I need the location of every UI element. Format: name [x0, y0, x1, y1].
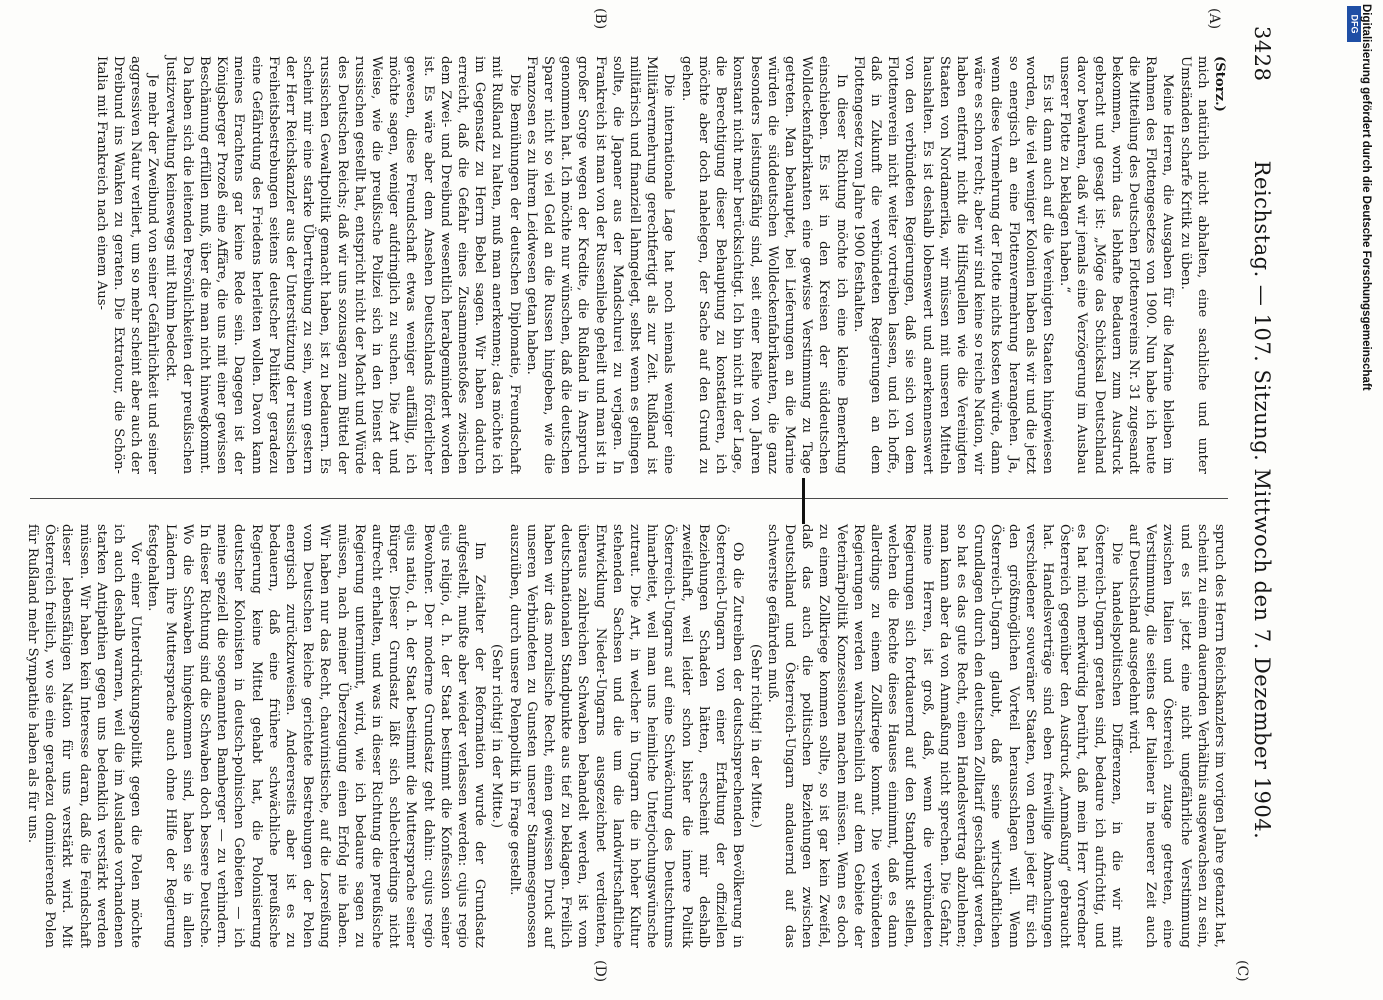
- paragraph: spruch des Herrn Reichskanzlers im vorigen Jahre getanzt hat, scheint zu einem dauernden Verhältnis ausgewachsen zu sein, und es ist jetzt eine nicht ungefährliche Verstimmung zwischen Italien und Österreich zutage getreten, eine Verstimmung, die seitens der Italiener in neuerer Zeit auch auf Deutschland ausgedehnt wird.: [1125, 524, 1227, 948]
- speaker-label: (Storz.): [1212, 56, 1227, 112]
- paragraph: Die handelspolitischen Differenzen, in die wir mit Österreich-Ungarn geraten sind, bedaure ich aufrichtig, und es hat mich merkwürdig berührt, daß mein Herr Vorredner Österreich gegenüber den Ausdruck „Anmaßung“ gebraucht hat. Handelsverträge sind eben freiwillige Abmachungen verschiedener souveräner Staaten, von denen jeder für sich den größtmöglichen Vorteil herausschlagen will. Wenn Österreich-Ungarn glaubt, daß seine wirtschaftlichen Grundlagen durch den deutschen Zolltarif geschädigt werden, so hat es das gute Recht, einen Handelsvertrag abzulehnen; man kann aber da von Anmaßung nicht sprechen. Die Gefahr, meine Herren, ist groß, daß, wenn die verbündeten Regierungen sich fortdauernd auf den Standpunkt stellen, welchen die Rechte dieses Hauses einnimmt, daß es dann allerdings zu einem Zollkriege kommt. Die verbündeten Regierungen werden wahrscheinlich auf dem Gebiete der Veterinärpolitik Konzessionen machen müssen. Wenn es doch zu einem Zollkriege kommen sollte, so ist gar kein Zweifel, daß das auch die politischen Beziehungen zwischen Deutschland und Österreich-Ungarn andauernd auf das schwerste gefährden muß.: [764, 524, 1124, 948]
- paragraph: Die Bemühungen der deutschen Diplomatie, Freundschaft mit Rußland zu halten, muß man anerkennen; das möchte ich im Gegensatz zu Herrn Bebel sagen. Wir haben dadurch erreicht, daß die Gefahr eines Zusammenstoßes zwischen dem Zwei- und Dreibund wesentlich herabgemindert worden ist. Es wäre aber dem Ansehen Deutschlands förderlicher gewesen, diese Freundschaft etwas weniger auffällig, ich möchte sagen, weniger aufdringlich zu suchen. Die Art und Weise, wie die preußische Polizei sich in den Dienst der russischen gestellt hat, entspricht nicht der Macht und Würde des Deutschen Reichs; daß wir uns sozusagen zum Büttel der russischen Gewaltpolitik gemacht haben, ist zu bedauern. Es scheint mir eine starke Übertreibung zu sein, wenn gestern der Herr Reichskanzler aus der Unterstützung der russischen Freiheitsbestrebungen seitens deutscher Politiker geradezu eine Gefährdung des Friedens herleiten wollen. Davon kann meines Erachtens gar keine Rede sein. Dagegen ist der Königsberger Prozeß eine Affäre, die uns mit einer gewissen Beschämung erfüllen muß, über die man nicht hinwegkommt. Da haben sich die leitenden Persönlichkeiten der preußischen Justizverwaltung keineswegs mit Ruhm bedeckt.: [162, 56, 522, 474]
- interjection: (Sehr richtig! in der Mitte.): [489, 644, 505, 828]
- margin-mark-a: (A): [1206, 8, 1222, 30]
- right-column: [24, 524, 1228, 948]
- margin-mark-b: (B): [592, 8, 608, 30]
- paragraph: Vor einer Unterdrückungspolitik gegen die Polen möchte ich auch deshalb warnen, weil die im Auslande vorhandenen starken Antipathien gegen uns bedenklich verstärkt werden müssen. Wir haben kein Interesse daran, daß die Feindschaft dieser lebensfähigen Nation für uns verstärkt wird. Mit Österreich freilich, wo sie eine geradezu dominierende Polen für Rußland mehr Sympathie haben als für uns.: [24, 524, 144, 948]
- page-header: [1242, 0, 1280, 1000]
- paragraph: Im Zeitalter der Reformation wurde der Grundsatz aufgestellt, mußte aber wieder verlassen werden: cujus regio ejus religio, d. h. der Staat bestimmt die Konfession seiner Bewohner. Der moderne Grundsatz geht dahin: cujus regio ejus natio, d. h. der Staat bestimmt die Muttersprache seiner Bürger. Dieser Grundsatz läßt sich schlechterdings nicht aufrecht erhalten, und was in dieser Richtung die preußische Regierung unternimmt, wird, wie ich bedaure sagen zu müssen, nach meiner Überzeugung einen Erfolg nie haben. Wir haben nur das Recht, chauvinistische, auf die Losreißung vom Deutschen Reiche gerichtete Bestrebungen der Polen energisch zurückzuweisen. Andererseits aber ist es zu bedauern, daß eine frühere schwächliche preußische Regierung keine Mittel gehabt hat, die Polonisierung deutscher Kolonisten in deutsch-polnischen Gebieten — ich meine speziell die sogenannten Bamberger — zu verhindern. In dieser Richtung sind die Schwaben doch bessere Deutsche. Wo die Schwaben hingekommen sind, haben sie in allen Ländern ihre Muttersprache auch ohne Hilfe der Regierung festgehalten.: [145, 524, 488, 948]
- margin-mark-c: (C): [1234, 960, 1250, 982]
- paragraph: Je mehr der Zweibund von seiner Gefährlichkeit und seiner aggressiven Natur verliert, um so mehr scheint aber auch der Dreibund ins Wanken zu geraten. Die Extratour, die Schön-Italia mit Frankreich nach einem Aus-: [93, 56, 161, 474]
- section-rule: [802, 478, 805, 524]
- page-title: Reichstag. — 107. Sitzung. Mittwoch den 7. Dezember 1904.: [1250, 160, 1274, 840]
- paragraph: mich natürlich nicht abhalten, eine sachliche und unter Umständen scharfe Kritik zu üben.: [1177, 56, 1210, 474]
- column-divider: [30, 498, 1228, 499]
- page-number: 3428: [1250, 26, 1274, 82]
- interjection: (Sehr richtig! in der Mitte.): [747, 644, 763, 828]
- left-column: [28, 56, 1228, 474]
- paragraph: Ob die Zutreiben der deutschsprechenden Bevölkerung in Österreich-Ungarn von einer Erfaltung der offiziellen Beziehungen Schaden hätten, erscheint mir deshalb zweifelhaft, weil leider schon bisher die innere Politik Österreich-Ungarns auf eine Schwächung des Deutschtums hinarbeitet, weil man uns heimliche Unterjochungswünsche zutraut. Die Art, in welcher in Ungarn die in hoher Kultur stehenden Sachsen und die um die landwirtschaftliche Entwicklung Nieder-Ungarns ausgezeichnet verdienten, überaus zahlreichen Schwaben behandelt werden, ist vom deutschnationalen Standpunkte aus tief zu beklagen. Freilich haben wir das moralische Recht, einen gewissen Druck auf unseren Verbündeten zu Gunsten unserer Stammesgenossen auszuüben, durch unsere Polenpolitik in Frage gestellt.: [506, 524, 746, 948]
- dfg-logo: DFG: [1347, 6, 1361, 42]
- paragraph: Meine Herren, die Ausgaben für die Marine bleiben im Rahmen des Flottengesetzes von 1900. Nun habe ich heute die Mitteilung des Deutschen Flottenvereins Nr. 31 zugesandt bekommen, worin das lebhafte Bedauern zum Ausdruck gebracht und gesagt ist: „Möge das Schicksal Deutschland davor bewahren, daß wir jemals eine Verzögerung im Ausbau unserer Flotte zu beklagen haben.“: [1057, 56, 1176, 474]
- paragraph: Die internationale Lage hat noch niemals weniger eine Militärvermehrung gerechtfertigt als zur Zeit. Rußland ist militärisch und finanziell lahmgelegt, selbst wenn es gelingen sollte, die Japaner aus der Mandschurei zu verjagen. In Frankreich ist man von der Russenliebe geheilt und man ist in großer Sorge wegen der Kredite, die Rußland in Anspruch genommen hat. Ich möchte nur wünschen, daß die deutschen Sparer nicht so viel Geld an die Russen hingeben, wie die Franzosen es zu ihrem Leidwesen getan haben.: [523, 56, 677, 474]
- paragraph: Es ist dann auch auf die Vereinigten Staaten hingewiesen worden, die viel weniger Kolonien haben als wir und die jetzt so energisch an eine Flottenvermehrung herangehen. Ja, wenn diese Vermehrung der Flotte nichts kosten würde, dann wäre es schon recht; aber wir sind keine so reiche Nation, wir haben entfernt nicht die Hilfsquellen wie die Vereinigten Staaten von Nordamerika, wir müssen mit unseren Mitteln haushalten. Es ist deshalb lobenswert und anerkennenswert von den verbündeten Regierungen, daß sie sich von dem Flottenverein nicht weiter vortreiben lassen, und ich hoffe, daß in Zukunft die verbündeten Regierungen an dem Flottengesetz vom Jahre 1900 festhalten.: [850, 56, 1055, 474]
- digitization-sidebar: [1320, 0, 1383, 1000]
- funding-note: Digitalisierung gefördert durch die Deutsche Forschungsgemeinschaft: [1360, 4, 1372, 391]
- margin-mark-d: (D): [592, 960, 608, 983]
- paragraph: In dieser Richtung möchte ich eine kleine Bemerkung einschieben. Es ist in den Kreisen der süddeutschen Wolldeckenfabrikanten eine gewisse Verstimmung zu Tage getreten. Man behauptet, bei Lieferungen an die Marine würden die süddeutschen Wolldeckenfabrikanten, die ganz besonders leistungsfähig sind, seit einer Reihe von Jahren konstant nicht mehr berücksichtigt. Ich bin nicht in der Lage, die Berechtigung dieser Behauptung zu konstatieren, ich möchte aber doch nahelegen, der Sache auf den Grund zu gehen.: [678, 56, 849, 474]
